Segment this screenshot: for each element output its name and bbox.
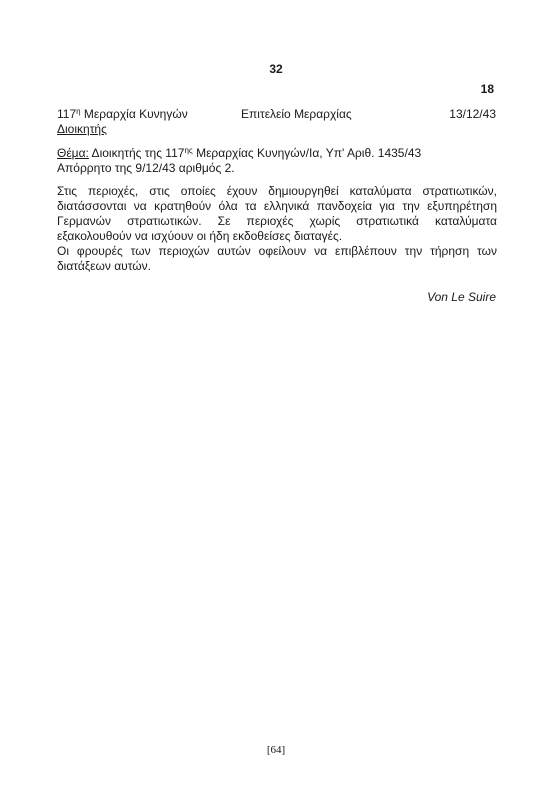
footer-page-number: [64] [266,744,286,756]
unit-prefix: 117 [57,107,77,121]
department-label: Διοικητής [57,122,107,136]
folio-number: 18 [480,82,494,96]
unit-suffix: Μεραρχία Κυνηγών [80,107,188,121]
body-paragraph-2: Οι φρουρές των περιοχών αυτών οφείλουν να επιβλέπουν την τήρηση των διατάξεων αυτών. [57,244,497,273]
subject-line-2: Απόρρητο της 9/12/43 αριθμός 2. [57,161,235,175]
document-date: 13/12/43 [449,107,496,121]
signature: Von Le Suire [427,290,496,304]
subject-text-a: Διοικητής της 117 [88,146,185,160]
unit-superscript: η [76,107,81,116]
document-body [57,184,497,274]
subject-superscript: ης [184,146,193,155]
staff-name: Επιτελείο Μεραρχίας [241,107,352,121]
subject-label: Θέμα: [57,146,89,160]
subject-text-b: Μεραρχίας Κυνηγών/Ια, Υπ' Αριθ. 1435/43 [192,146,422,160]
subject-line [57,146,421,160]
body-paragraph-1: Στις περιοχές, στις οποίες έχουν δημιουργηθεί καταλύματα στρατιωτικών, διατάσσονται να κρατηθούν όλα τα ελληνικά πανδοχεία για την εξυπηρέτηση Γερμανών στρατιωτικών. Σε περιοχές χωρίς στρατιωτικά καταλύματα εξακολουθούν να ισχύουν οι ήδη εκδοθείσες διαταγές. [57,184,497,243]
page-number: 32 [269,62,283,76]
unit-name [57,107,188,121]
